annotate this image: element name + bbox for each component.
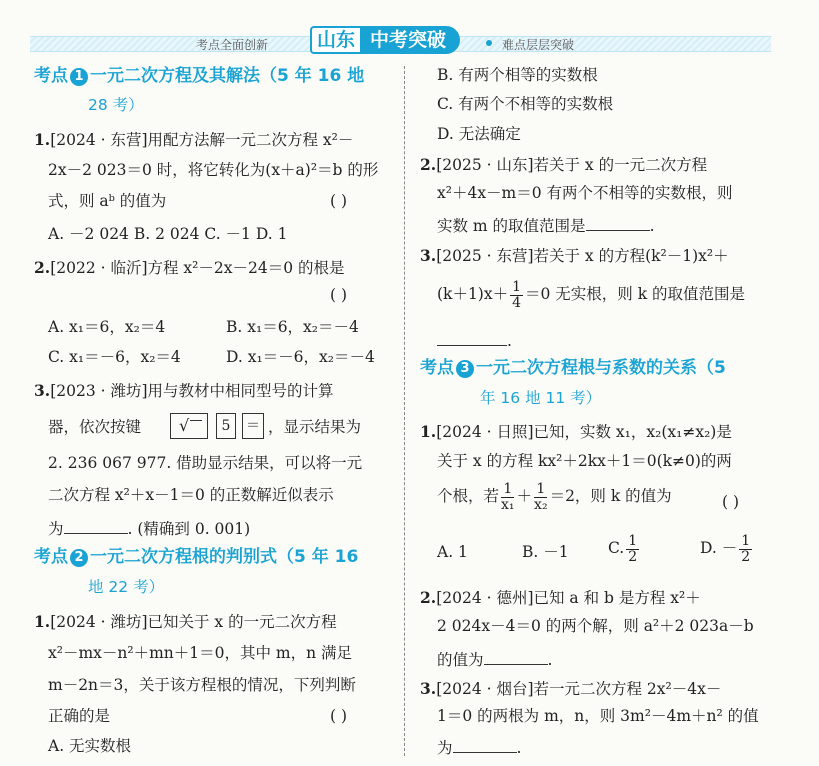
text: 为 (437, 739, 453, 757)
section-number-badge: 3 (456, 360, 474, 378)
option-b: B. 有两个相等的实数根 (437, 66, 598, 84)
q2-3-line (437, 280, 745, 310)
section-2-heading (34, 549, 358, 567)
q1-3-line: 2. 236 067 977. 借助显示结果，可以将一元 (48, 454, 363, 472)
header-badge (310, 26, 460, 54)
kaodian-label: 考点 (420, 358, 454, 378)
q3-2-line (437, 650, 552, 669)
question-text: [2024 · 潍坊]已知关于 x 的一元二次方程 (50, 613, 337, 631)
option-a: A. 1 (437, 543, 468, 561)
numerator: 1 (741, 533, 751, 549)
question-number: 1. (34, 612, 51, 631)
q2-2-line (420, 157, 707, 174)
question-text: [2024 · 德州]已知 a 和 b 是方程 x²＋ (436, 589, 701, 607)
q1-3-line: ，显示结果为 (268, 418, 362, 436)
section-2-heading-cont: 地 22 考） (88, 578, 165, 596)
sqrt-key-icon (170, 413, 208, 439)
text: C. (608, 539, 625, 558)
fraction (626, 534, 639, 564)
header-dot-icon (486, 40, 492, 46)
question-number: 3. (34, 381, 51, 400)
option-d: D. x₁＝－6，x₂＝－4 (226, 348, 375, 366)
section-3-heading-cont: 年 16 地 11 考） (480, 389, 602, 407)
q2-2-line (437, 216, 655, 235)
q1-3-line (48, 519, 250, 538)
question-text: [2022 · 临沂]方程 x²－2x－24＝0 的根是 (50, 259, 345, 277)
question-number: 2. (420, 155, 437, 174)
q2-2-line: x²＋4x－m＝0 有两个不相等的实数根，则 (437, 184, 733, 202)
section-3-heading (420, 360, 726, 378)
q2-1-line: x²－mx－n²＋mn＋1＝0，其中 m，n 满足 (48, 644, 353, 662)
q3-1-line (437, 482, 672, 512)
text: . (精确到 0. 001) (127, 520, 251, 538)
badge-province: 山东 (310, 26, 362, 54)
numerator: 1 (503, 481, 513, 497)
kaodian-label: 考点 (34, 547, 68, 567)
key-5-icon: 5 (216, 413, 236, 439)
option-d: D. 无法确定 (437, 125, 521, 143)
numerator: 1 (628, 533, 638, 549)
fraction (510, 280, 523, 310)
text: . (507, 332, 512, 350)
fraction (534, 482, 548, 512)
q3-1-line (420, 424, 732, 441)
text: . (547, 651, 553, 669)
q3-1-line: 关于 x 的方程 kx²＋2kx＋1＝0(k≠0)的两 (437, 452, 732, 470)
q1-1-line: 式，则 aᵇ 的值为 (48, 192, 167, 210)
section-title: 一元二次方程及其解法（5 年 16 地 (90, 66, 365, 86)
section-number-badge: 2 (70, 549, 88, 567)
answer-blank[interactable] (453, 738, 517, 753)
q1-3-line: 器，依次按键 (48, 418, 142, 436)
q2-1-line (34, 614, 337, 631)
text: 实数 m 的取值范围是 (437, 217, 586, 235)
answer-blank[interactable] (484, 650, 548, 665)
question-text: [2023 · 潍坊]用与教材中相同型号的计算 (50, 382, 334, 400)
option-c: C. 有两个不相等的实数根 (437, 95, 614, 113)
section-1-heading-cont: 28 考） (88, 96, 144, 114)
q1-3-line (34, 383, 334, 400)
q3-2-line (420, 590, 701, 607)
text: D. － (700, 539, 738, 558)
answer-blank[interactable] (64, 519, 128, 534)
answer-parentheses: ( ) (330, 192, 348, 210)
q3-2-line: 2 024x－4＝0 的两个解，则 a²＋2 023a－b (437, 617, 754, 635)
denominator: 4 (512, 294, 522, 311)
q3-3-line: 1＝0 的两根为 m，n，则 3m²－4m＋n² 的值 (437, 707, 759, 725)
question-text: [2025 · 山东]若关于 x 的一元二次方程 (436, 156, 708, 174)
question-text: [2024 · 日照]已知，实数 x₁，x₂(x₁≠x₂)是 (436, 423, 732, 441)
question-number: 2. (34, 258, 51, 277)
section-1-heading (34, 68, 364, 86)
q3-3-line (420, 681, 721, 698)
section-title: 一元二次方程根与系数的关系（5 (476, 358, 726, 378)
sqrt-symbol: √ (179, 416, 190, 435)
text: 为 (48, 520, 64, 538)
question-number: 3. (420, 246, 437, 265)
q2-3-line (437, 331, 512, 350)
option-a: A. x₁＝6，x₂＝4 (48, 318, 166, 336)
section-title: 一元二次方程根的判别式（5 年 16 (90, 547, 359, 567)
question-number: 1. (420, 422, 437, 441)
kaodian-label: 考点 (34, 66, 68, 86)
denominator: 2 (741, 548, 751, 565)
header-right-text: 难点层层突破 (502, 38, 575, 52)
answer-blank[interactable] (586, 216, 650, 231)
denominator: x₂ (534, 496, 548, 513)
answer-parentheses: ( ) (330, 286, 348, 304)
option-d (700, 534, 754, 564)
question-number: 2. (420, 588, 437, 607)
question-text: [2024 · 烟台]若一元二次方程 2x²－4x－ (436, 680, 722, 698)
question-text: [2025 · 东营]若关于 x 的方程(k²－1)x²＋ (436, 247, 729, 265)
text: ＝0 无实根，则 k 的取值范围是 (525, 285, 746, 304)
text: . (516, 739, 522, 757)
option-c (608, 534, 641, 564)
q1-3-line: 二次方程 x²＋x－1＝0 的正数解近似表示 (48, 486, 334, 504)
fraction (739, 534, 752, 564)
section-number-badge: 1 (70, 68, 88, 86)
text: 个根，若 (437, 487, 500, 506)
option-b: B. －1 (522, 543, 569, 561)
q3-3-line (437, 738, 521, 757)
numerator: 1 (512, 279, 522, 295)
denominator: 2 (628, 548, 638, 565)
option-a: A. 无实数根 (48, 737, 132, 755)
q1-1-options: A. －2 024 B. 2 024 C. －1 D. 1 (48, 225, 288, 243)
key-equals-icon: ＝ (242, 413, 264, 439)
option-b: B. x₁＝6，x₂＝－4 (226, 318, 359, 336)
question-number: 1. (34, 130, 51, 149)
question-number: 3. (420, 679, 437, 698)
text: ＝2，则 k 的值为 (549, 487, 672, 506)
question-text: [2024 · 东营]用配方法解一元二次方程 x²－ (50, 131, 354, 149)
answer-parentheses: ( ) (330, 707, 348, 725)
q2-3-line (420, 248, 729, 265)
column-divider (404, 66, 405, 756)
q1-2-line (34, 260, 345, 277)
answer-blank[interactable] (437, 331, 507, 346)
q1-1-line (34, 132, 353, 149)
header-left-text: 考点全面创新 (196, 38, 269, 52)
q1-1-line: 2x－2 023＝0 时，将它转化为(x＋a)²＝b 的形 (48, 161, 379, 179)
q2-1-line: 正确的是 (48, 707, 111, 725)
q2-1-line: m－2n＝3，关于该方程根的情况，下列判断 (48, 676, 356, 694)
answer-parentheses: ( ) (722, 493, 740, 511)
fraction (501, 482, 515, 512)
numerator: 1 (536, 481, 546, 497)
text: (k＋1)x＋ (437, 285, 509, 304)
badge-title: 中考突破 (362, 26, 460, 54)
option-c: C. x₁＝－6，x₂＝4 (48, 348, 181, 366)
plus-sign: ＋ (516, 487, 533, 506)
text: . (649, 217, 655, 235)
text: 的值为 (437, 651, 484, 669)
denominator: x₁ (501, 496, 515, 513)
